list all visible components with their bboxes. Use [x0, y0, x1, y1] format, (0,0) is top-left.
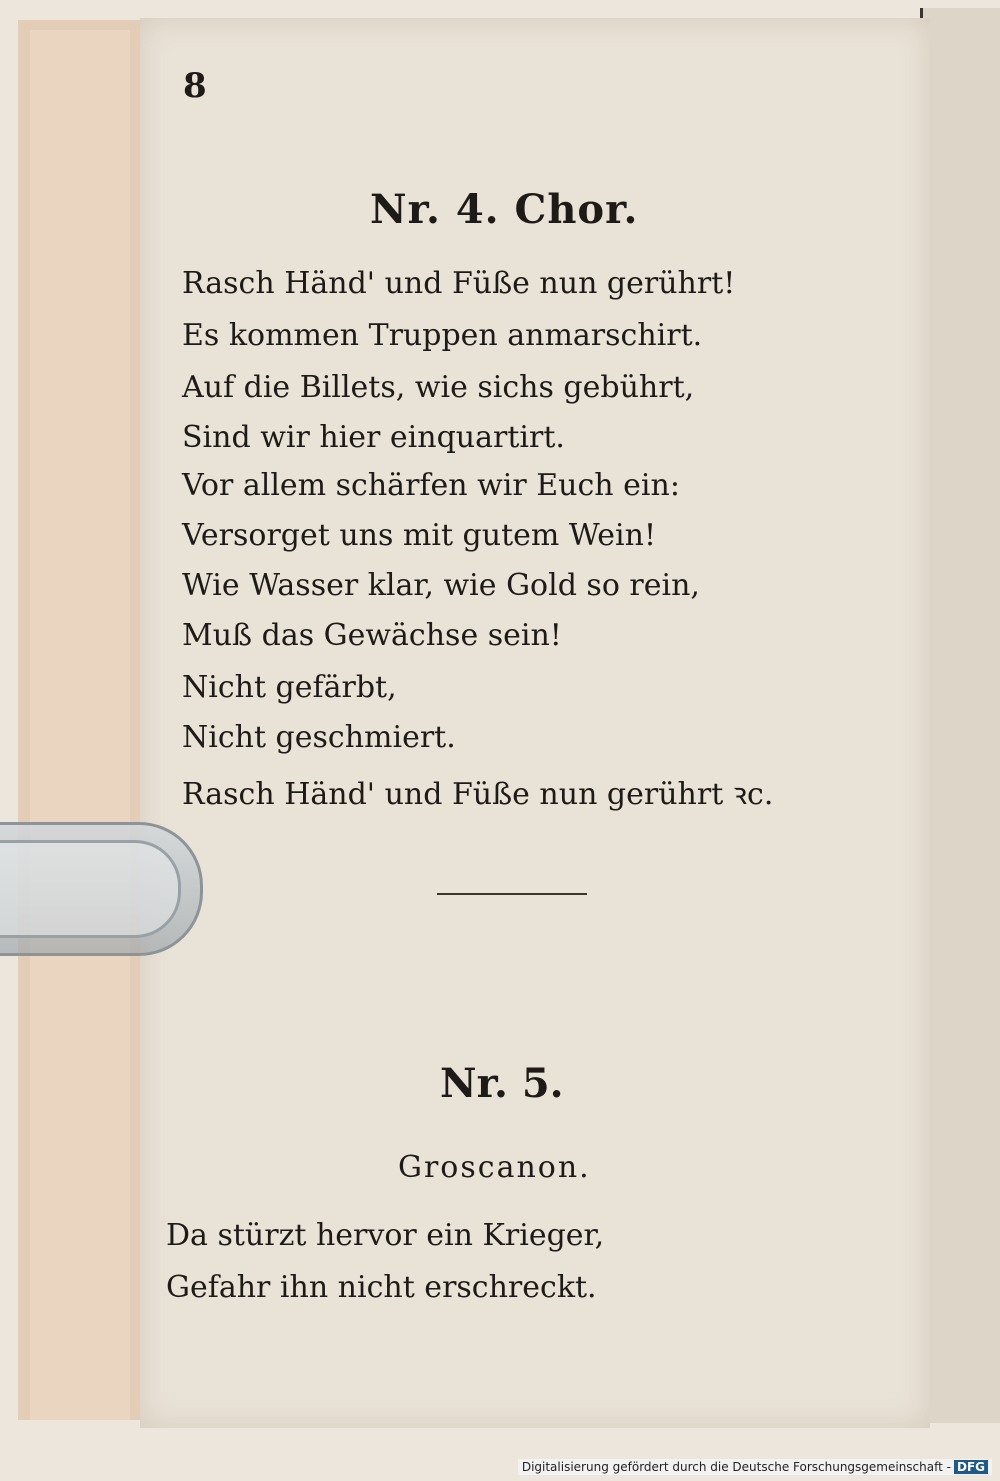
facing-page-edge	[920, 8, 1000, 1423]
page-number: 8	[183, 66, 207, 106]
section-heading-nr5: Nr. 5.	[440, 1060, 564, 1107]
dfg-logo: DFG	[954, 1460, 988, 1474]
stanza1-line: Vor allem schärfen wir Euch ein:	[182, 468, 680, 503]
stanza1-line: Wie Wasser klar, wie Gold so rein,	[182, 568, 700, 603]
stanza2-line: Da stürzt hervor ein Krieger,	[166, 1218, 605, 1253]
section-subheading: Groscanon.	[398, 1150, 591, 1185]
section-heading-nr4: Nr. 4. Chor.	[370, 186, 639, 233]
stanza1-line: Rasch Händ' und Füße nun gerührt ꝛc.	[182, 777, 774, 812]
stanza1-line: Versorget uns mit gutem Wein!	[182, 518, 656, 553]
section-divider	[437, 893, 587, 895]
stanza2-line: Gefahr ihn nicht erschreckt.	[166, 1270, 597, 1305]
stanza1-line: Nicht gefärbt,	[182, 670, 397, 705]
digitization-credit	[518, 1459, 992, 1475]
book-page-edges-inner	[30, 30, 130, 1420]
stanza1-line: Nicht geschmiert.	[182, 720, 456, 755]
stanza1-line: Sind wir hier einquartirt.	[182, 420, 565, 455]
page-holder-clip-inner	[0, 840, 181, 938]
stanza1-line: Es kommen Truppen anmarschirt.	[182, 318, 703, 353]
stanza1-line: Rasch Händ' und Füße nun gerührt!	[182, 266, 736, 301]
credit-text: Digitalisierung gefördert durch die Deutsche Forschungsgemeinschaft -	[521, 1460, 951, 1474]
stanza1-line: Auf die Billets, wie sichs gebührt,	[182, 370, 695, 405]
stanza1-line: Muß das Gewächse sein!	[182, 618, 562, 653]
